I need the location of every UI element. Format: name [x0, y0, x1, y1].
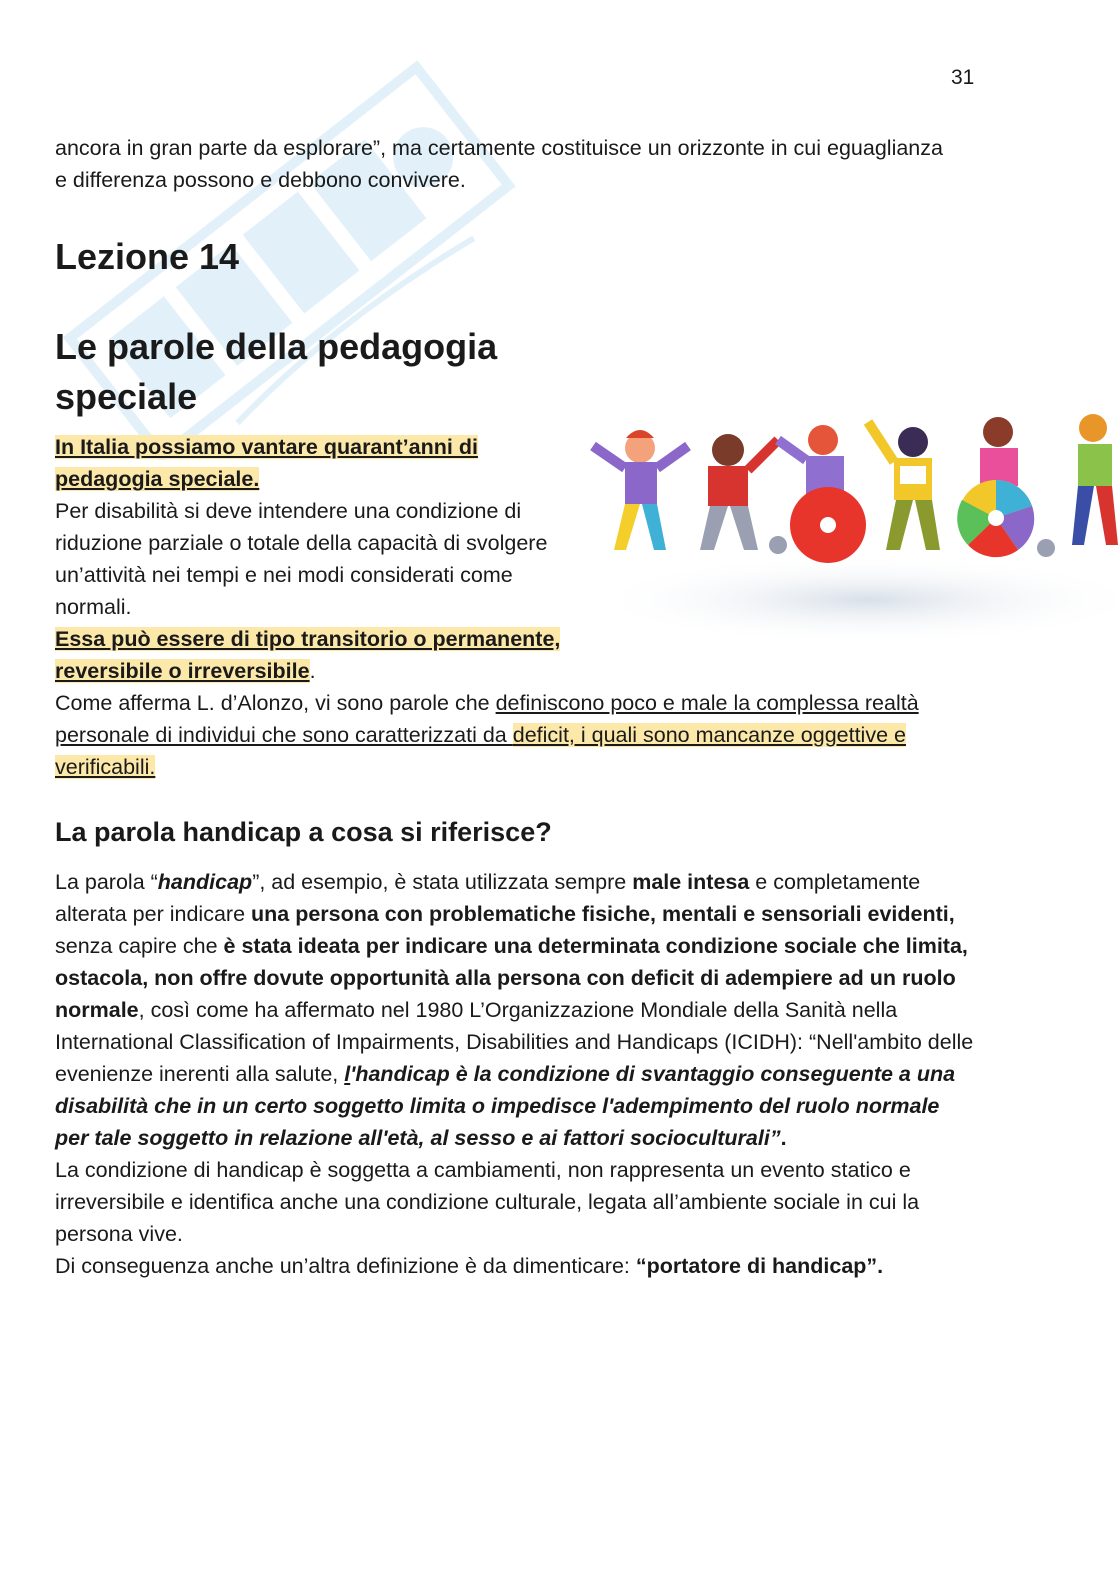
disability-definition: Per disabilità si deve intendere una condizione di riduzione parziale o totale della capacità di svolgere un’attività nei tempi e nei modi considerati come normali.	[55, 499, 548, 619]
child-wheelchair-2	[957, 417, 1055, 557]
text-run: e completamente alterata per indicare	[55, 870, 921, 926]
intro-paragraph: ancora in gran parte da esplorare”, ma certamente costituisce un orizzonte in cui eguaglianza e differenza possono e debbono convivere.	[55, 136, 943, 192]
child-wheelchair-1	[769, 425, 866, 563]
handicap-heading: La parola handicap a cosa si riferisce?	[55, 817, 552, 847]
period: .	[309, 659, 316, 683]
text-run: , così come ha affermato nel 1980 L’Organizzazione Mondiale della Sanità nella International Classification of Impairments, Disabilities and Handicaps (ICIDH): “Nell'ambito delle evenienze inerenti alla salute,	[55, 998, 974, 1086]
children-illustration	[578, 400, 1118, 650]
handicap-paragraph-2: La condizione di handicap è soggetta a cambiamenti, non rappresenta un evento statico e irreversibile e identifica anche una condizione culturale, legata all’ambiente sociale in cui la persona vive.	[55, 1158, 920, 1246]
handicap-term: handicap	[157, 870, 253, 894]
disability-paragraph	[55, 431, 575, 687]
text-run: La parola “	[55, 870, 158, 894]
icidh-quote: 'handicap è la condizione di svantaggio conseguente a una disabilità che in un certo soggetto limita o impedisce l'adempimento del ruolo normale per tale soggetto in relazione all'età, al sesso e ai fattori socioculturali”	[55, 1062, 956, 1150]
alonzo-underline: definiscono poco e male la complessa realtà personale di individui che sono caratterizzati da	[55, 691, 919, 747]
bold-run: .	[780, 1126, 787, 1150]
bold-run: è stata ideata per indicare una determinata condizione sociale che limita, ostacola, non offre dovute opportunità alla persona con deficit di adempiere ad un ruolo normale	[55, 934, 968, 1022]
child-figure-4	[1072, 414, 1118, 545]
text-run: senza capire che	[55, 934, 224, 958]
bold-run: male intesa	[632, 870, 750, 894]
alonzo-lead: Come afferma L. d’Alonzo, vi sono parole che	[55, 691, 496, 715]
text-run: ”, ad esempio, è stata utilizzata sempre	[252, 870, 633, 894]
portatore-term: “portatore di handicap”.	[635, 1254, 884, 1278]
child-figure-1	[593, 430, 688, 550]
handicap-body	[55, 866, 975, 1282]
deficit-highlight: deficit, i quali sono mancanze oggettive e verificabili.	[55, 723, 906, 779]
section-title: Le parole della pedagogia speciale	[55, 326, 498, 417]
child-figure-3	[868, 422, 940, 550]
bold-run: una persona con problematiche fisiche, mentali e sensoriali evidenti,	[251, 902, 955, 926]
highlight-italy: In Italia possiamo vantare quarant’anni di pedagogia speciale.	[55, 435, 478, 491]
highlight-transitory: Essa può essere di tipo transitorio o permanente, reversibile o irreversibile	[55, 627, 561, 683]
handicap-paragraph-3: Di conseguenza anche un’altra definizione è da dimenticare:	[55, 1254, 636, 1278]
alonzo-paragraph	[55, 687, 975, 783]
lesson-heading: Lezione 14	[55, 236, 240, 277]
bold-italic-underline: l	[344, 1062, 351, 1086]
child-figure-2	[700, 434, 778, 550]
page-number: 31	[951, 66, 975, 89]
